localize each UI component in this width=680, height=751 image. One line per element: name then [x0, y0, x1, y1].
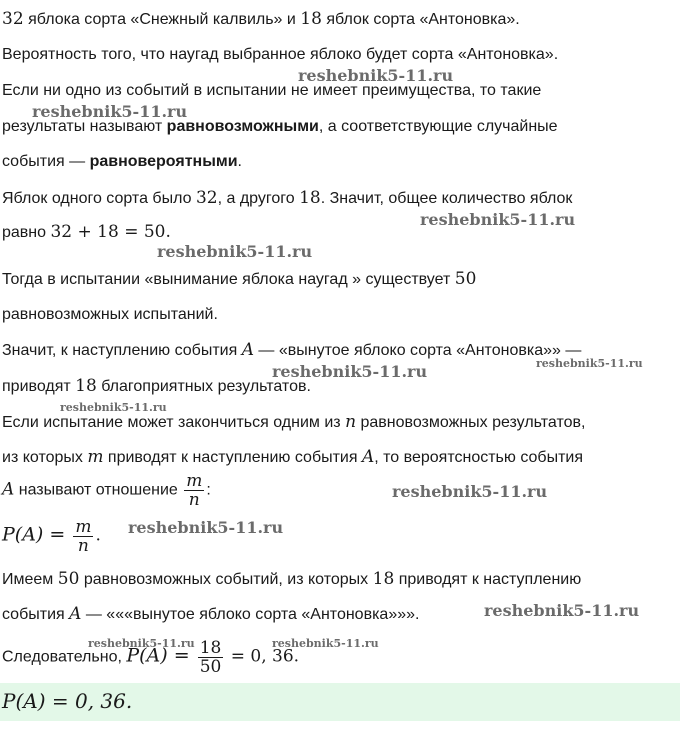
- line-18: Следовательно, P(A) = $\frac{18}{50}$ = 0, 36.: [2, 638, 300, 677]
- watermark: reshebnik5-11.ru: [88, 637, 195, 650]
- line-13: из которых m приводят к наступлению события A, то вероятсностью события: [2, 447, 583, 467]
- line-8: Тогда в испытании «вынимание яблока наугад » существует 50: [2, 269, 477, 289]
- line-7: равно 32 + 18 = 50.: [2, 222, 171, 242]
- line-17: события A — «««вынутое яблоко сорта «Антоновка»»».: [2, 604, 420, 624]
- fraction-18-over-50: $\frac{18}{50}$: [199, 638, 222, 677]
- line-12: Если испытание может закончиться одним из n равновозможных результатов,: [2, 412, 586, 432]
- watermark: reshebnik5-11.ru: [157, 242, 313, 261]
- line-11: приводят 18 благоприятных результатов.: [2, 376, 311, 396]
- watermark: reshebnik5-11.ru: [272, 362, 428, 381]
- line-1: 32 яблока сорта «Снежный калвиль» и 18 яблок сорта «Антоновка».: [2, 9, 520, 29]
- line-15-formula: P(A) = $\frac{m}{n}$ .: [2, 517, 101, 556]
- watermark: reshebnik5-11.ru: [392, 482, 548, 501]
- line-14: A называют отношение $\frac{m}{n}$ :: [2, 471, 211, 510]
- line-9: равновозможных испытаний.: [2, 306, 218, 323]
- line-4: результаты называют равновозможными, а соответствующие случайные: [2, 118, 558, 135]
- line-3: Если ни одно из событий в испытании не имеет преимущества, то такие: [2, 82, 542, 99]
- line-6: Яблок одного сорта было 32, а другого 18. Значит, общее количество яблок: [2, 188, 573, 208]
- line-16: Имеем 50 равновозможных событий, из которых 18 приводят к наступлению: [2, 569, 582, 589]
- line-5: события — равновероятными.: [2, 153, 242, 170]
- fraction-m-over-n: $\frac{m}{n}$: [186, 471, 203, 510]
- line-10: Значит, к наступлению события A — «вынутое яблоко сорта «Антоновка»» —: [2, 340, 582, 360]
- watermark: reshebnik5-11.ru: [536, 357, 643, 370]
- watermark: reshebnik5-11.ru: [298, 66, 454, 85]
- answer-box: [0, 683, 680, 721]
- watermark: reshebnik5-11.ru: [272, 637, 379, 650]
- answer-line: P(A) = 0, 36.: [2, 689, 133, 713]
- watermark: reshebnik5-11.ru: [484, 601, 640, 620]
- watermark: reshebnik5-11.ru: [128, 518, 284, 537]
- watermark: reshebnik5-11.ru: [32, 102, 188, 121]
- fraction-m-over-n: $\frac{m}{n}$: [75, 517, 92, 556]
- watermark: reshebnik5-11.ru: [60, 401, 167, 414]
- line-2: Вероятность того, что наугад выбранное яблоко будет сорта «Антоновка».: [2, 46, 559, 63]
- watermark: reshebnik5-11.ru: [420, 210, 576, 229]
